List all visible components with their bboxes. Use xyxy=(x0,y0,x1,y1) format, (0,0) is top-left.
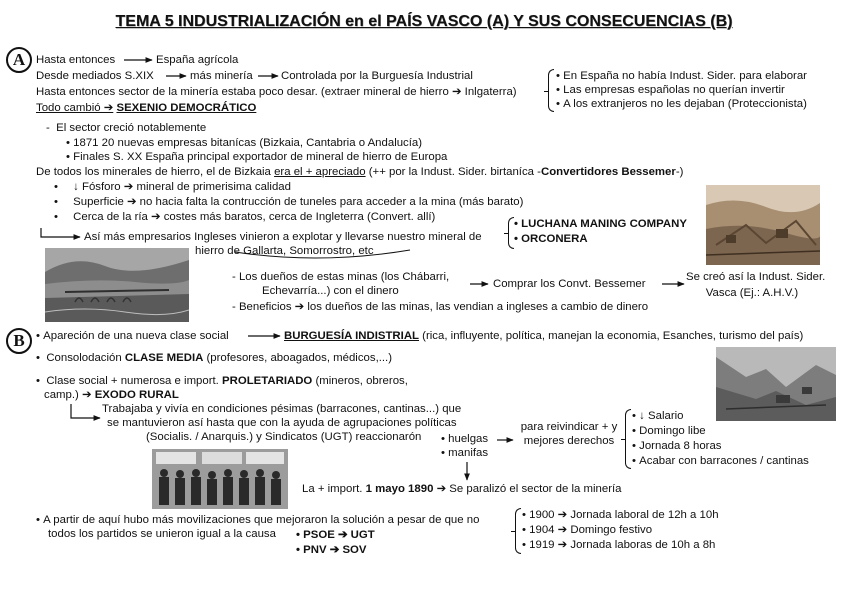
beneficios: - Beneficios ➔ los dueños de las minas, las vendian a ingleses a cambio de dinero xyxy=(232,301,649,313)
reason-bullet: • Cerca de la ría ➔ costes más baratos, cerca de Ingleterra (Convert. allí) xyxy=(54,211,435,224)
mas-mineria: más minería xyxy=(190,70,253,82)
duenos-line1: - Los dueños de estas minas (los Chábarri, xyxy=(232,271,450,283)
trabajaba-line1: Trabajaba y vivía en condiciones pésimas (barracones, cantinas...) que xyxy=(102,403,462,415)
sub-point: • Finales S. XX España principal exportador de mineral de hierro de Europa xyxy=(66,151,447,164)
party-item: • PNV ➔ SOV xyxy=(296,544,367,557)
section-b-marker: B xyxy=(6,328,32,354)
comprar-bessemer: Comprar los Convt. Bessemer xyxy=(493,278,646,290)
reason-item: • En España no había Indust. Sider. para elaborar xyxy=(556,70,807,83)
trabajaba-line3: (Socialis. / Anarquis.) y Sindicatos (UGT) reaccionarón xyxy=(146,431,422,443)
creo-line1: Se creó así la Indust. Sider. xyxy=(686,271,826,283)
manifas: • manifas xyxy=(441,447,488,460)
demand-item: • Jornada 8 horas xyxy=(632,440,721,453)
date-item: • 1919 ➔ Jornada laboras de 10h a 8h xyxy=(522,539,715,552)
dates-brace xyxy=(515,508,521,554)
mine-photo-right xyxy=(706,185,820,265)
mine-photo-valley xyxy=(716,347,836,421)
date-item: • 1904 ➔ Domingo festivo xyxy=(522,524,652,537)
section-a-marker: A xyxy=(6,47,32,73)
desde-mediados: Desde mediados S.XIX xyxy=(36,70,154,82)
reivindicar-line1: para reivindicar + y xyxy=(520,421,618,433)
demands-brace xyxy=(625,409,631,469)
sexenio-democratico: SEXENIO DEMOCRÁTICO xyxy=(116,102,257,114)
sub-point: • 1871 20 nuevas empresas bitanícas (Bizkaia, Cantabria o Andalucía) xyxy=(66,137,422,150)
trabajaba-line2: se mantuvieron así hasta que con la ayuda de agrupaciones políticas xyxy=(107,417,457,429)
company-item: • LUCHANA MANING COMPANY xyxy=(514,218,687,231)
ingleses-line1: Así más empresarios Ingleses vinieron a explotar y llevarse nuestro mineral de xyxy=(84,231,482,243)
demand-item: • ↓ Salario xyxy=(632,410,683,423)
reivindicar-line2: mejores derechos xyxy=(523,435,615,447)
sector-crecio: - El sector creció notablemente xyxy=(46,122,207,134)
mine-photo-left xyxy=(45,248,189,322)
sector-mineria: Hasta entonces sector de la minería estaba poco desar. (extraer mineral de hierro ➔ Inlgaterra) xyxy=(36,86,517,98)
company-item: • ORCONERA xyxy=(514,233,588,246)
aparicion-clase: • Apareción de una nueva clase social xyxy=(36,330,229,343)
todo-cambio: Todo cambió ➔ SEXENIO DEMOCRÁTICO xyxy=(36,102,257,114)
reason-item: • Las empresas españolas no querían invertir xyxy=(556,84,785,97)
reason-item: • A los extranjeros no les dejaban (Proteccionista) xyxy=(556,98,807,111)
huelgas: • huelgas xyxy=(441,433,488,446)
ingleses-line2: hierro de Gallarta, Somorrostro, etc xyxy=(195,245,374,257)
a-partir-line1: • A partir de aquí hubo más movilizaciones que mejoraron la solución a pesar de que no xyxy=(36,514,479,527)
demand-item: • Domingo libe xyxy=(632,425,706,438)
party-item: • PSOE ➔ UGT xyxy=(296,529,375,542)
a-partir-line2: todos los partidos se unieron igual a la causa xyxy=(48,528,276,540)
demand-item: • Acabar con barracones / cantinas xyxy=(632,455,809,468)
hasta-entonces-label: Hasta entonces xyxy=(36,54,116,66)
reasons-brace xyxy=(548,69,554,112)
reason-bullet: • Superficie ➔ no hacia falta la contrucción de tuneles para acceder a la mina (más barato) xyxy=(54,196,523,209)
controlada-burguesia: Controlada por la Burguesía Industrial xyxy=(281,70,473,82)
clase-media: • Consolodación CLASE MEDIA (profesores, aboagados, médicos,...) xyxy=(36,352,392,365)
duenos-line2: Echevarría...) con el dinero xyxy=(262,285,399,297)
page-title: TEMA 5 INDUSTRIALIZACIÓN en el PAÍS VASCO (A) Y SUS CONSECUENCIAS (B) xyxy=(115,13,733,30)
proletariado: • Clase social + numerosa e import. PROLETARIADO (mineros, obreros, xyxy=(36,375,408,388)
espana-agricola: España agrícola xyxy=(156,54,239,66)
primero-mayo: La + import. 1 mayo 1890 ➔ Se paralizó el sector de la minería xyxy=(302,483,622,495)
todos-minerales: De todos los minerales de hierro, el de Bizkaia era el + apreciado (++ por la Indust. Sider. birtaníca -Convertidores Bessemer-) xyxy=(36,166,684,178)
workers-photo xyxy=(152,449,288,509)
burguesia-industrial: BURGUESÍA INDISTRIAL (rica, influyente, política, manejan la economia, Esanches, turismo del país) xyxy=(284,330,804,342)
creo-line2: Vasca (Ej.: A.H.V.) xyxy=(705,287,799,299)
date-item: • 1900 ➔ Jornada laboral de 12h a 10h xyxy=(522,509,719,522)
exodo-rural: camp.) ➔ EXODO RURAL xyxy=(44,389,179,401)
reason-bullet: • ↓ Fósforo ➔ mineral de primerisima calidad xyxy=(54,181,291,194)
